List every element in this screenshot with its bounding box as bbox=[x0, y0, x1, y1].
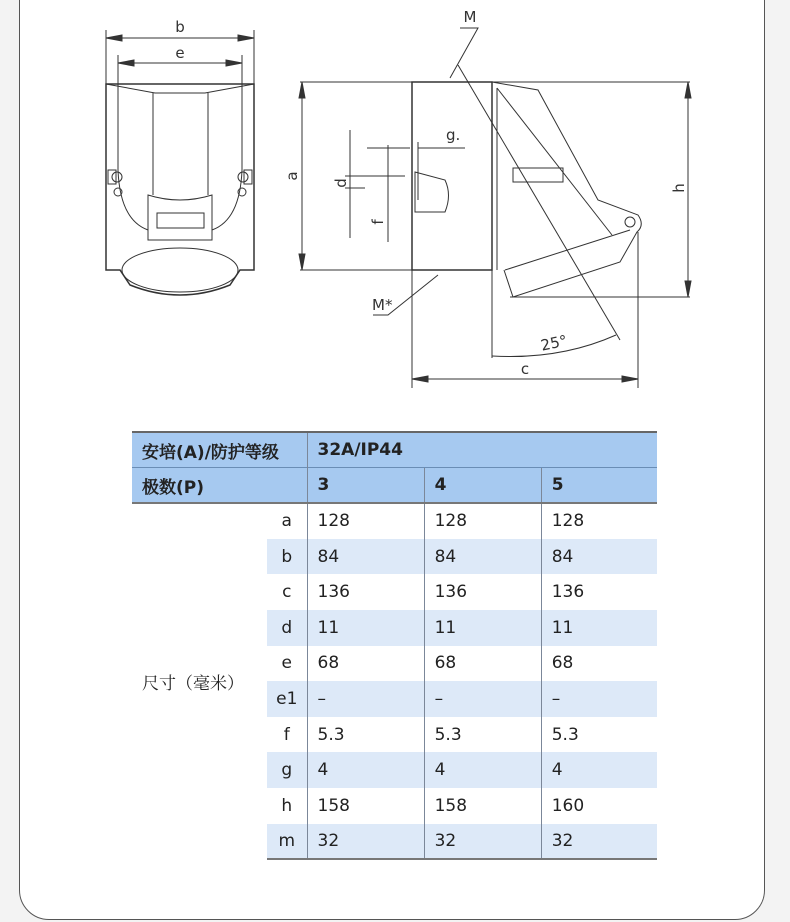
front-view bbox=[106, 30, 254, 295]
dimension-value: 5.3 bbox=[424, 717, 541, 753]
dimension-value: 84 bbox=[307, 539, 424, 575]
dimension-group-label: 尺寸（毫米） bbox=[142, 674, 244, 695]
dimension-key: c bbox=[282, 582, 292, 603]
dimension-key: m bbox=[267, 824, 307, 860]
dimension-value: 158 bbox=[307, 788, 424, 824]
rating-value: 32A/IP44 bbox=[307, 432, 657, 468]
dimension-value: 136 bbox=[424, 574, 541, 610]
table-row bbox=[132, 503, 657, 539]
poles-col: 4 bbox=[424, 468, 541, 504]
dimension-value: 128 bbox=[424, 503, 541, 539]
dimension-value: 68 bbox=[307, 646, 424, 682]
dimension-value: 11 bbox=[307, 610, 424, 646]
dimension-key: a bbox=[281, 511, 292, 532]
dimension-key: b bbox=[267, 539, 307, 575]
label-e: e bbox=[175, 44, 185, 62]
dimension-value: 128 bbox=[541, 503, 657, 539]
rating-label: 安培(A)/防护等级 bbox=[132, 432, 307, 468]
dimension-value: 68 bbox=[424, 646, 541, 682]
dimension-value: – bbox=[541, 681, 657, 717]
dimension-value: 84 bbox=[541, 539, 657, 575]
spec-table bbox=[132, 431, 657, 860]
label-b: b bbox=[175, 18, 185, 36]
dimension-value: 5.3 bbox=[307, 717, 424, 753]
dimension-value: 32 bbox=[424, 824, 541, 860]
label-M-star: M* bbox=[372, 296, 393, 314]
dimension-key: e bbox=[281, 653, 292, 674]
side-view bbox=[299, 28, 691, 388]
label-a: a bbox=[283, 171, 301, 181]
dimension-value: 32 bbox=[307, 824, 424, 860]
dimension-value: 160 bbox=[541, 788, 657, 824]
dimension-key: f bbox=[283, 724, 290, 745]
dimension-key: g bbox=[267, 752, 307, 788]
dimension-value: – bbox=[424, 681, 541, 717]
dimension-value: 68 bbox=[541, 646, 657, 682]
poles-col: 3 bbox=[307, 468, 424, 504]
label-h: h bbox=[670, 183, 688, 193]
dimension-value: 11 bbox=[541, 610, 657, 646]
dimension-key: h bbox=[281, 795, 293, 816]
label-M: M bbox=[463, 8, 477, 26]
poles-col: 5 bbox=[541, 468, 657, 504]
dimension-value: 4 bbox=[541, 752, 657, 788]
label-d: d bbox=[332, 178, 350, 188]
dimension-value: 4 bbox=[307, 752, 424, 788]
dimension-value: 32 bbox=[541, 824, 657, 860]
label-g: g. bbox=[446, 126, 461, 144]
dimension-value: 84 bbox=[424, 539, 541, 575]
dimension-value: 11 bbox=[424, 610, 541, 646]
dimension-value: 4 bbox=[424, 752, 541, 788]
dimension-value: – bbox=[307, 681, 424, 717]
dimension-drawing bbox=[0, 0, 790, 400]
dimension-key: e1 bbox=[267, 681, 307, 717]
label-c: c bbox=[520, 360, 530, 378]
dimension-value: 128 bbox=[307, 503, 424, 539]
dimension-key: d bbox=[267, 610, 307, 646]
header-row-poles bbox=[132, 468, 657, 504]
dimension-value: 136 bbox=[541, 574, 657, 610]
dimension-value: 5.3 bbox=[541, 717, 657, 753]
label-angle: 25° bbox=[539, 331, 569, 355]
label-f: f bbox=[369, 219, 387, 225]
header-row-rating bbox=[132, 432, 657, 468]
poles-label: 极数(P) bbox=[132, 468, 307, 504]
dimension-value: 136 bbox=[307, 574, 424, 610]
dimension-value: 158 bbox=[424, 788, 541, 824]
